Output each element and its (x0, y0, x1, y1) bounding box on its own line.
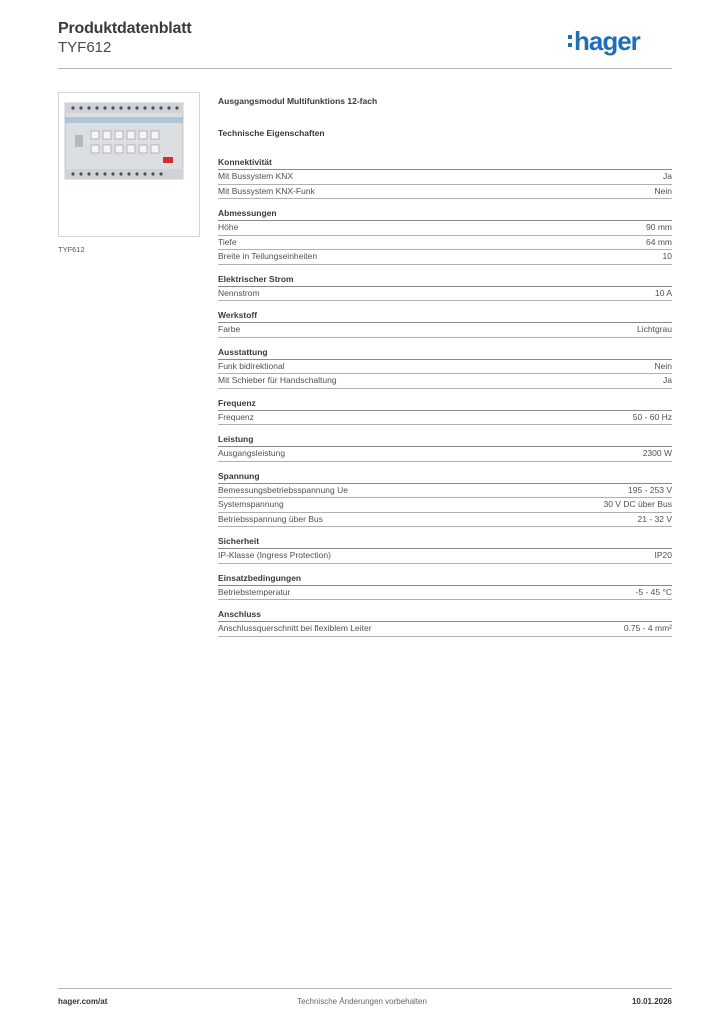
product-code-subtitle: TYF612 (58, 39, 112, 56)
footer-divider (58, 988, 672, 989)
spec-section-title: Einsatzbedingungen (218, 572, 672, 586)
spec-section (218, 470, 672, 528)
spec-value: 195 - 253 V (628, 484, 672, 495)
spec-value: 0.75 - 4 mm² (623, 623, 672, 633)
spec-label: Ausgangsleistung (218, 448, 286, 458)
spec-label: Mit Schieber für Handschaltung (218, 375, 337, 385)
spec-row (218, 374, 672, 389)
spec-label: Mit Bussystem KNX (218, 171, 294, 181)
spec-section-title: Spannung (218, 470, 672, 484)
product-image-frame (58, 92, 200, 237)
spec-row (218, 360, 672, 375)
spec-value: Nein (654, 185, 672, 196)
spec-column (218, 96, 672, 645)
spec-value: 50 - 60 Hz (632, 411, 672, 422)
spec-value: 30 V DC über Bus (603, 499, 672, 509)
spec-label: Nennstrom (218, 287, 260, 298)
spec-section-title: Sicherheit (218, 535, 672, 549)
hager-logo (568, 26, 640, 56)
spec-row (218, 484, 672, 499)
spec-section-title: Leistung (218, 433, 672, 447)
spec-value: Ja (663, 171, 672, 181)
spec-row (218, 586, 672, 601)
din-rail-module-image (59, 93, 199, 236)
spec-row (218, 411, 672, 426)
spec-row (218, 622, 672, 637)
page-title: Produktdatenblatt (58, 20, 192, 37)
spec-value: Lichtgrau (637, 324, 672, 334)
spec-label: Tiefe (218, 236, 237, 247)
spec-label: Breite in Teilungseinheiten (218, 251, 318, 261)
spec-row (218, 447, 672, 462)
spec-section (218, 608, 672, 637)
spec-value: Ja (663, 375, 672, 385)
spec-value: 64 mm (646, 236, 672, 247)
spec-value: -5 - 45 °C (635, 586, 672, 597)
spec-row (218, 549, 672, 564)
spec-value: 10 A (654, 287, 672, 298)
header-divider (58, 68, 672, 69)
spec-value: 21 - 32 V (637, 513, 672, 524)
spec-section (218, 309, 672, 338)
spec-label: Systemspannung (218, 499, 284, 509)
spec-label: Frequenz (218, 411, 254, 422)
footer-disclaimer: Technische Änderungen vorbehalten (297, 997, 427, 1006)
footer-date: 10.01.2026 (631, 997, 672, 1006)
spec-section (218, 535, 672, 564)
spec-section-title: Abmessungen (218, 207, 672, 221)
spec-label: Bemessungsbetriebsspannung Ue (218, 484, 348, 495)
spec-heading: Technische Eigenschaften (218, 128, 325, 138)
spec-section-title: Konnektivität (218, 156, 672, 170)
spec-row (218, 236, 672, 251)
footer-website: hager.com/at (58, 997, 108, 1006)
spec-section (218, 156, 672, 199)
spec-label: Betriebstemperatur (218, 586, 291, 597)
spec-label: Funk bidirektional (218, 360, 285, 371)
spec-value: 10 (662, 251, 672, 261)
product-name: Ausgangsmodul Multifunktions 12-fach (218, 96, 378, 106)
spec-row (218, 323, 672, 338)
spec-section (218, 207, 672, 265)
spec-section-title: Elektrischer Strom (218, 273, 672, 287)
spec-row (218, 513, 672, 528)
spec-value: IP20 (654, 550, 672, 560)
spec-section (218, 572, 672, 601)
spec-value: 2300 W (642, 448, 672, 458)
spec-section (218, 397, 672, 426)
spec-label: Anschlussquerschnitt bei flexiblem Leiter (218, 623, 372, 633)
spec-section-title: Werkstoff (218, 309, 672, 323)
spec-row (218, 498, 672, 513)
spec-section-title: Anschluss (218, 608, 672, 622)
spec-label: Betriebsspannung über Bus (218, 513, 323, 524)
spec-row (218, 170, 672, 185)
spec-row (218, 287, 672, 302)
spec-sections (218, 156, 672, 637)
spec-value: 90 mm (646, 222, 672, 232)
spec-section (218, 273, 672, 302)
logo-dots-icon (568, 33, 572, 49)
spec-section (218, 346, 672, 389)
spec-section-title: Frequenz (218, 397, 672, 411)
spec-label: Farbe (218, 324, 241, 334)
spec-label: Höhe (218, 222, 239, 232)
spec-row (218, 185, 672, 200)
spec-row (218, 221, 672, 236)
spec-label: IP-Klasse (Ingress Protection) (218, 550, 331, 560)
spec-row (218, 250, 672, 265)
product-image-caption: TYF612 (58, 245, 85, 254)
spec-section-title: Ausstattung (218, 346, 672, 360)
spec-value: Nein (654, 360, 672, 371)
spec-section (218, 433, 672, 462)
spec-label: Mit Bussystem KNX-Funk (218, 185, 315, 196)
logo-text: hager (574, 25, 640, 56)
